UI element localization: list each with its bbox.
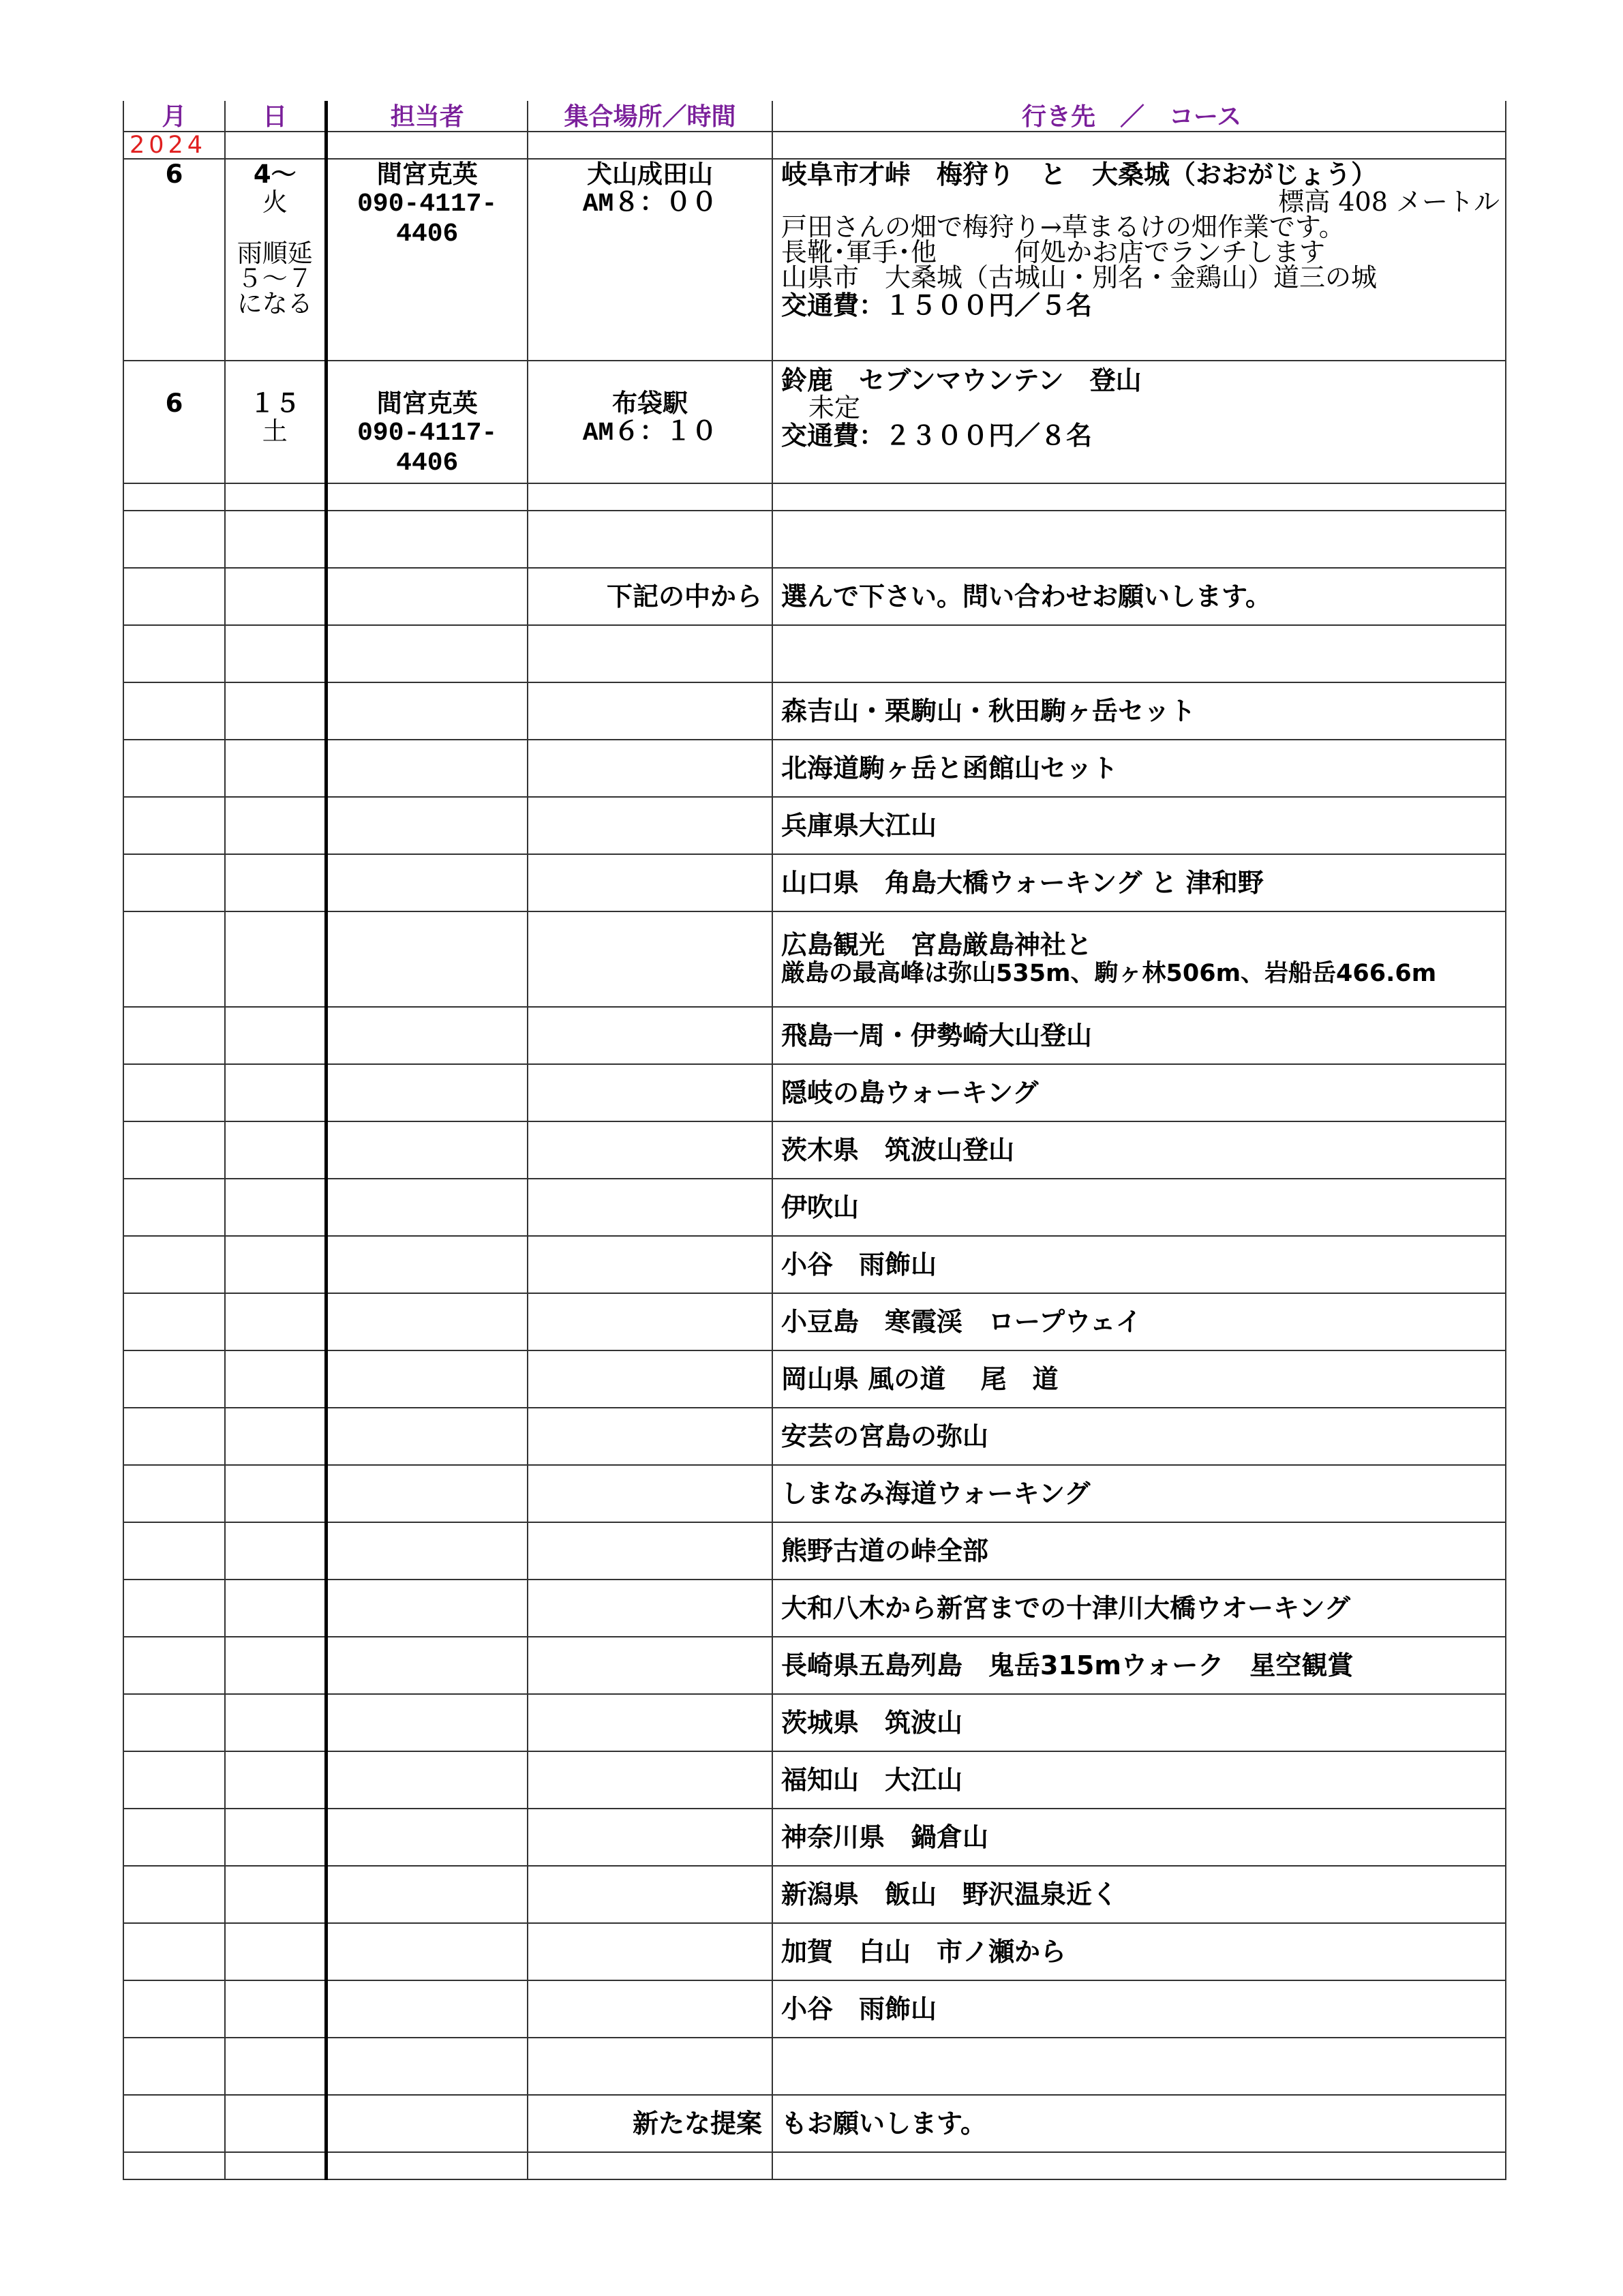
choose-note-left: 下記の中から xyxy=(528,568,772,625)
trip2-day: １５ xyxy=(249,389,301,418)
trip1-month: 6 xyxy=(165,160,183,189)
candidate-row xyxy=(123,1866,1506,1923)
trip1-rain-note-3: になる xyxy=(237,289,313,318)
trip1-day: 4～ xyxy=(253,160,297,189)
candidate-item: 新潟県 飯山 野沢温泉近く xyxy=(772,1866,1506,1923)
candidate-item: 岡山県 風の道 尾 道 xyxy=(772,1350,1506,1408)
candidate-row xyxy=(123,797,1506,854)
candidate-item: 福知山 大江山 xyxy=(772,1751,1506,1809)
candidate-row xyxy=(123,1350,1506,1408)
candidate-row xyxy=(123,740,1506,797)
choose-note-right: 選んで下さい。問い合わせお願いします。 xyxy=(772,568,1506,625)
trip2-month: 6 xyxy=(165,389,183,418)
candidate-row xyxy=(123,1007,1506,1064)
blank-row xyxy=(123,2038,1506,2095)
trip2-phone: 090-4117-4406 xyxy=(357,419,498,478)
candidate-item: 北海道駒ヶ岳と函館山セット xyxy=(772,740,1506,797)
candidate-item: 伊吹山 xyxy=(772,1179,1506,1236)
trip1-weekday: 火 xyxy=(262,187,288,217)
candidate-row xyxy=(123,1293,1506,1350)
candidate-item: 小谷 雨飾山 xyxy=(772,1236,1506,1293)
header-meeting: 集合場所／時間 xyxy=(528,101,772,132)
candidate-row xyxy=(123,1121,1506,1179)
candidate-row xyxy=(123,1179,1506,1236)
candidate-item: 熊野古道の峠全部 xyxy=(772,1522,1506,1580)
trip1-time: AM８：００ xyxy=(582,190,718,219)
candidate-item: 安芸の宮島の弥山 xyxy=(772,1408,1506,1465)
trip2-weekday: 土 xyxy=(262,417,288,446)
candidate-row xyxy=(123,1923,1506,1980)
candidate-row xyxy=(123,1408,1506,1465)
trip1-phone: 090-4117-4406 xyxy=(357,190,498,249)
candidate-item: 神奈川県 鍋倉山 xyxy=(772,1809,1506,1866)
candidate-row xyxy=(123,1694,1506,1751)
candidate-item: 森吉山・栗駒山・秋田駒ヶ岳セット xyxy=(772,682,1506,740)
candidate-item: 茨木県 筑波山登山 xyxy=(772,1121,1506,1179)
candidate-row xyxy=(123,911,1506,1007)
candidate-row xyxy=(123,1809,1506,1866)
blank-row xyxy=(123,625,1506,682)
trip2-place: 布袋駅 xyxy=(612,389,688,418)
candidate-item: 広島観光 宮島厳島神社と 厳島の最高峰は弥山535m、駒ヶ林506m、岩船岳466.6m xyxy=(772,911,1506,1007)
candidate-row xyxy=(123,1751,1506,1809)
header-month: 月 xyxy=(123,101,225,132)
candidate-item: しまなみ海道ウォーキング xyxy=(772,1465,1506,1522)
trip2-course: 鈴鹿 セブンマウンテン 登山 未定 交通費：２３００円／８名 xyxy=(772,361,1506,483)
candidate-row xyxy=(123,1465,1506,1522)
trip2-person: 間宮克英 xyxy=(376,389,478,418)
trip1-place: 犬山成田山 xyxy=(587,160,713,189)
proposal-note-left: 新たな提案 xyxy=(528,2095,772,2152)
candidate-item: 茨城県 筑波山 xyxy=(772,1694,1506,1751)
blank-row xyxy=(123,511,1506,568)
proposal-note-right: もお願いします。 xyxy=(772,2095,1506,2152)
candidate-row xyxy=(123,1580,1506,1637)
trip-row-2 xyxy=(123,361,1506,483)
schedule-table xyxy=(123,101,1506,2180)
candidate-row xyxy=(123,682,1506,740)
candidate-item: 長崎県五島列島 鬼岳315mウォーク 星空観賞 xyxy=(772,1637,1506,1694)
header-course: 行き先 ／ コース xyxy=(772,101,1506,132)
header-person: 担当者 xyxy=(326,101,528,132)
candidate-item: 小豆島 寒霞渓 ロープウェイ xyxy=(772,1293,1506,1350)
trip1-rain-note-1: 雨順延 xyxy=(237,239,313,268)
header-day: 日 xyxy=(225,101,326,132)
candidate-row xyxy=(123,1980,1506,2038)
trip1-person: 間宮克英 xyxy=(376,160,478,189)
candidate-item: 加賀 白山 市ノ瀬から xyxy=(772,1923,1506,1980)
candidate-item: 大和八木から新宮までの十津川大橋ウオーキング xyxy=(772,1580,1506,1637)
candidate-row xyxy=(123,1064,1506,1121)
candidate-row xyxy=(123,1236,1506,1293)
candidate-item: 兵庫県大江山 xyxy=(772,797,1506,854)
proposal-note-row xyxy=(123,2095,1506,2152)
spacer-row xyxy=(123,483,1506,511)
trip2-time: AM６：１０ xyxy=(582,419,718,448)
year-row xyxy=(123,132,1506,159)
spacer-row xyxy=(123,2152,1506,2179)
candidate-row xyxy=(123,854,1506,911)
trip-row-1 xyxy=(123,159,1506,361)
choose-note-row xyxy=(123,568,1506,625)
schedule-sheet xyxy=(123,101,1506,2180)
candidate-row xyxy=(123,1522,1506,1580)
header-row xyxy=(123,101,1506,132)
year-cell: 2024 xyxy=(123,132,225,159)
candidate-item: 山口県 角島大橋ウォーキング と 津和野 xyxy=(772,854,1506,911)
trip1-course: 岐阜市才峠 梅狩り と 大桑城（おおがじょう） 標高 408 メートル 戸田さんの畑で梅狩り→草まるけの畑作業です。 長靴･軍手･他 何処かお店でランチします 山県市 大桑城（古城山・別名・金鶏山）道三の城 交通費：１５００円／５名 xyxy=(772,159,1506,361)
candidate-item: 小谷 雨飾山 xyxy=(772,1980,1506,2038)
candidate-row xyxy=(123,1637,1506,1694)
trip1-rain-note-2: ５～７ xyxy=(237,264,313,293)
candidate-item: 飛島一周・伊勢崎大山登山 xyxy=(772,1007,1506,1064)
candidate-item: 隠岐の島ウォーキング xyxy=(772,1064,1506,1121)
